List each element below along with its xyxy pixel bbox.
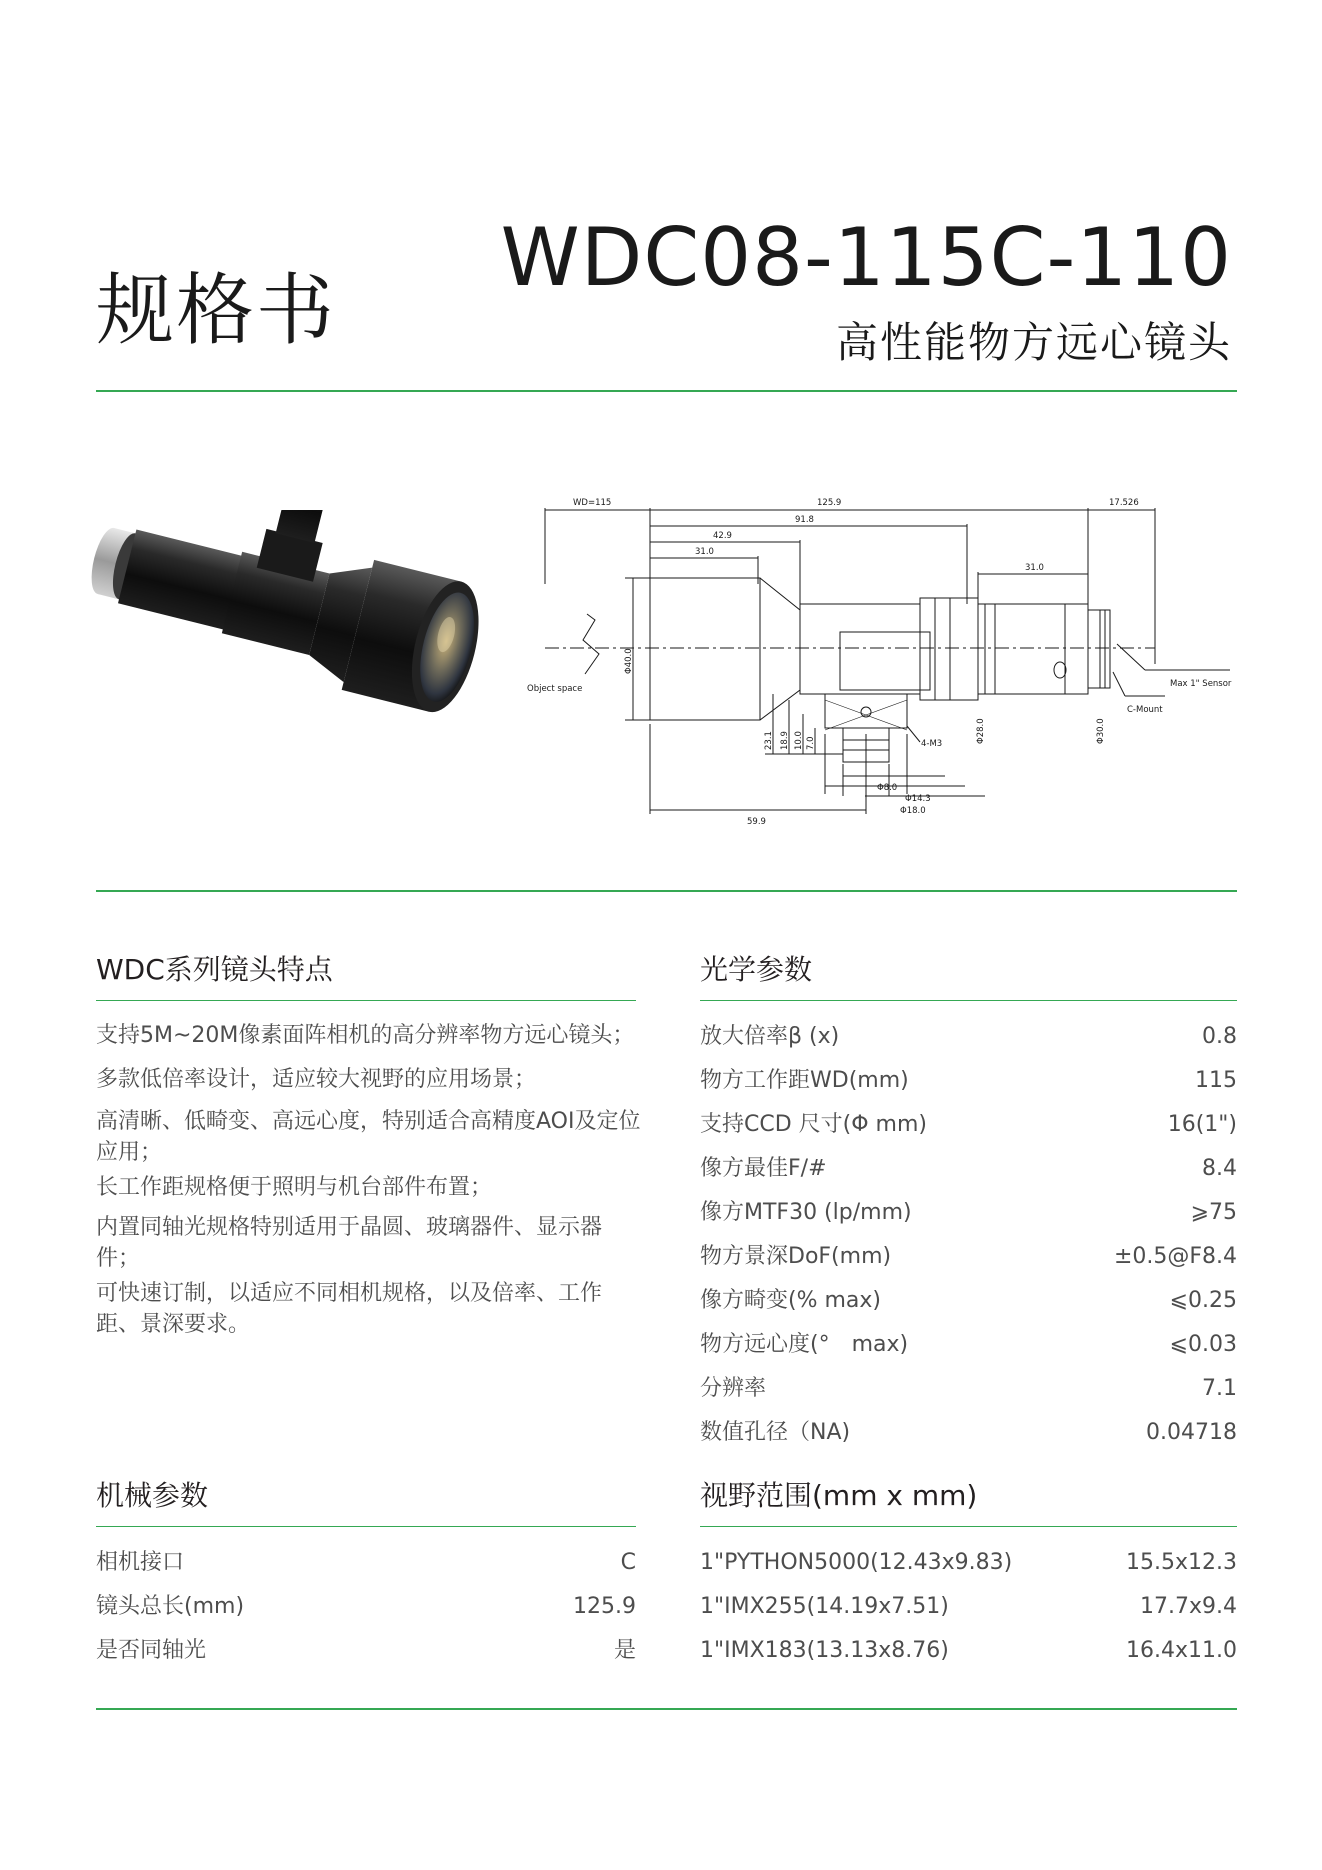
dim-phi40: Φ40.0: [624, 648, 634, 674]
dim-wd: WD=115: [573, 498, 612, 508]
dim-phi30: Φ30.0: [1096, 718, 1106, 744]
sensor-label: Max 1" Sensor: [1170, 679, 1232, 689]
param-label: 数值孔径（NA): [700, 1420, 851, 1445]
dim-phi14: Φ14.3: [905, 794, 931, 804]
fov-row-imx255: [700, 1596, 1237, 1620]
sensor-label: 1"PYTHON5000(12.43x9.83): [700, 1550, 1013, 1575]
param-label: 是否同轴光: [96, 1638, 207, 1663]
mech-row-interface: [96, 1552, 636, 1576]
features-title: WDC系列镜头特点: [96, 953, 333, 986]
param-label: 物方景深DoF(mm): [700, 1244, 892, 1269]
dim-10-0: 10.0: [794, 731, 804, 750]
optical-row-resolution: [700, 1378, 1237, 1402]
param-value: ±0.5@F8.4: [1113, 1244, 1237, 1269]
param-value: 7.1: [1202, 1376, 1237, 1401]
model-number: WDC08-115C-110: [500, 211, 1232, 304]
optical-row-fnumber: [700, 1158, 1237, 1182]
optical-row-magnification: [700, 1026, 1237, 1050]
param-label: 镜头总长(mm): [96, 1594, 245, 1619]
product-subtitle: 高性能物方远心镜头: [835, 318, 1232, 367]
mech-row-coaxial: [96, 1640, 636, 1664]
dim-31-front: 31.0: [695, 547, 714, 557]
param-value: 0.8: [1202, 1024, 1237, 1049]
param-label: 像方最佳F/#: [700, 1156, 827, 1181]
optical-row-mtf: [700, 1202, 1237, 1226]
mount-label: C-Mount: [1127, 705, 1163, 715]
drawing-divider: [96, 890, 1237, 892]
param-value: 16(1"): [1167, 1112, 1237, 1137]
feature-item: 可快速订制，以适应不同相机规格，以及倍率、工作距、景深要求。: [96, 1281, 603, 1337]
fov-underline: [700, 1526, 1237, 1527]
feature-item: 支持5M~20M像素面阵相机的高分辨率物方远心镜头；: [96, 1023, 635, 1048]
param-label: 放大倍率β (x): [700, 1024, 840, 1049]
features-underline: [96, 1000, 636, 1001]
dim-23-1: 23.1: [764, 731, 774, 750]
optical-row-na: [700, 1422, 1237, 1446]
fov-title: 视野范围(mm x mm): [700, 1479, 978, 1512]
lens-product-photo: [72, 510, 492, 770]
header-divider: [96, 390, 1237, 392]
dim-18-9: 18.9: [780, 731, 790, 750]
optical-row-telecentricity: [700, 1334, 1237, 1358]
sensor-label: 1"IMX183(13.13x8.76): [700, 1638, 949, 1663]
dim-phi18: Φ18.0: [900, 806, 926, 816]
dim-59-9: 59.9: [747, 817, 766, 827]
m3-label: 4-M3: [921, 739, 943, 749]
param-label: 支持CCD 尺寸(Φ mm): [700, 1112, 927, 1137]
param-value: 115: [1195, 1068, 1237, 1093]
param-value: ⩽0.25: [1169, 1288, 1237, 1313]
optical-row-wd: [700, 1070, 1237, 1094]
mechanical-title: 机械参数: [96, 1479, 209, 1512]
dim-91-8: 91.8: [795, 515, 814, 525]
dim-42-9: 42.9: [713, 531, 732, 541]
footer-divider: [96, 1708, 1237, 1710]
param-label: 物方工作距WD(mm): [700, 1068, 909, 1093]
dim-phi8: Φ8.0: [877, 783, 898, 793]
param-label: 分辨率: [700, 1376, 767, 1401]
param-value: 8.4: [1202, 1156, 1237, 1181]
param-value: ⩾75: [1190, 1200, 1237, 1225]
param-value: 是: [613, 1638, 636, 1663]
fov-row-python5000: [700, 1552, 1237, 1576]
fov-row-imx183: [700, 1640, 1237, 1664]
sensor-label: 1"IMX255(14.19x7.51): [700, 1594, 949, 1619]
param-value: 125.9: [573, 1594, 636, 1619]
param-label: 像方MTF30 (lp/mm): [700, 1200, 912, 1225]
optical-underline: [700, 1000, 1237, 1001]
dim-7-0: 7.0: [806, 736, 816, 750]
optical-row-dof: [700, 1246, 1237, 1270]
param-value: ⩽0.03: [1169, 1332, 1237, 1357]
dim-phi28: Φ28.0: [976, 718, 986, 744]
param-value: 0.04718: [1146, 1420, 1237, 1445]
optical-row-distortion: [700, 1290, 1237, 1314]
feature-item: 长工作距规格便于照明与机台部件布置；: [96, 1175, 493, 1200]
feature-item: 高清晰、低畸变、高远心度，特别适合高精度AOI及定位应用；: [96, 1109, 641, 1165]
mech-row-length: [96, 1596, 636, 1620]
param-label: 相机接口: [96, 1550, 185, 1575]
feature-item: 内置同轴光规格特别适用于晶圆、玻璃器件、显示器件；: [96, 1215, 603, 1271]
object-space-label: Object space: [527, 684, 583, 694]
mechanical-underline: [96, 1526, 636, 1527]
optical-title: 光学参数: [700, 953, 813, 986]
optical-row-ccd: [700, 1114, 1237, 1138]
dimension-drawing: [525, 494, 1240, 844]
param-label: 像方畸变(% max): [700, 1288, 881, 1313]
fov-value: 16.4x11.0: [1126, 1638, 1237, 1663]
dim-31-rear: 31.0: [1025, 563, 1044, 573]
fov-value: 17.7x9.4: [1140, 1594, 1237, 1619]
feature-item: 多款低倍率设计，适应较大视野的应用场景；: [96, 1067, 537, 1092]
param-label: 物方远心度(° max): [700, 1332, 909, 1357]
param-value: C: [620, 1550, 636, 1575]
dim-flange: 17.526: [1109, 498, 1139, 508]
document-title: 规格书: [96, 266, 337, 356]
fov-value: 15.5x12.3: [1126, 1550, 1237, 1575]
dim-total-length: 125.9: [817, 498, 842, 508]
